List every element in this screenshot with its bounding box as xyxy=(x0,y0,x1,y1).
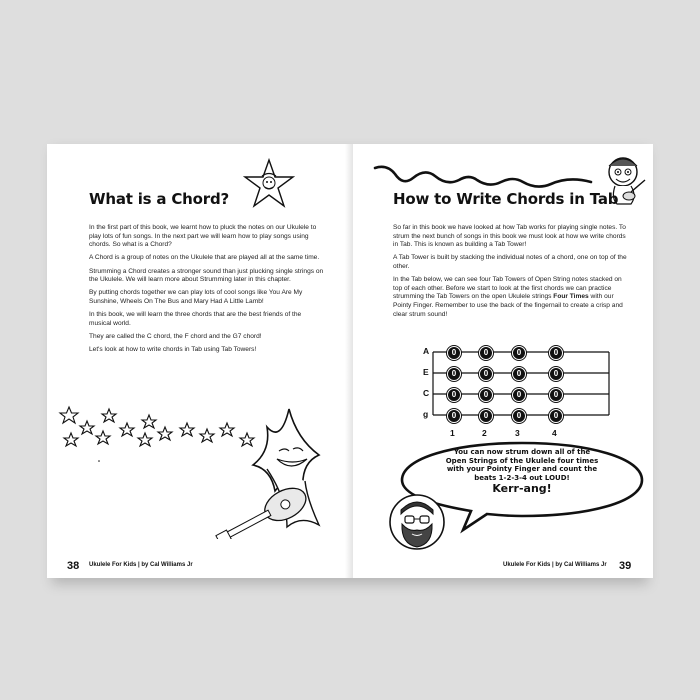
page-footer: Ukulele For Kids | by Cal Williams Jr xyxy=(503,562,607,568)
tab-note: 0 xyxy=(549,367,563,381)
string-label: g xyxy=(423,409,429,419)
bubble-line: Open Strings of the Ukulele four times xyxy=(445,456,599,465)
right-page xyxy=(353,144,653,578)
tab-note: 0 xyxy=(512,346,526,360)
string-label: E xyxy=(423,367,429,377)
paragraph-bold-text: Four Times xyxy=(553,293,589,301)
paragraph-text: with our Pointy Finger. Remember to use the back of the fingernail to create a crisp and clear strum sound! xyxy=(393,293,623,318)
bubble-line: beats 1-2-3-4 out LOUD! xyxy=(474,473,570,482)
left-body-text xyxy=(89,224,325,359)
tab-note: 0 xyxy=(549,346,563,360)
tab-note: 0 xyxy=(549,388,563,402)
string-label: C xyxy=(423,388,430,398)
tab-note: 0 xyxy=(549,409,563,423)
squiggle-line xyxy=(373,162,593,190)
paragraph: A Chord is a group of notes on the Ukulele that are played all at the same time. xyxy=(89,254,320,262)
star-mascot-icon xyxy=(243,158,295,210)
page-number: 38 xyxy=(67,560,80,572)
page-number: 39 xyxy=(619,560,632,572)
paragraph: A Tab Tower is built by stacking the individual notes of a chord, one on top of the other. xyxy=(393,254,627,270)
bubble-line: with your Pointy Finger and count the xyxy=(446,465,598,474)
beat-count: 4 xyxy=(552,428,557,438)
bubble-exclaim: Kerr-ang! xyxy=(492,482,552,496)
paragraph: Let's look at how to write chords in Tab using Tab Towers! xyxy=(89,346,257,354)
tab-note: 0 xyxy=(512,409,526,423)
tab-note: 0 xyxy=(447,388,461,402)
page-footer: Ukulele For Kids | by Cal Williams Jr xyxy=(89,562,193,568)
bubble-line: You can now strum down all of the xyxy=(453,448,591,456)
left-page-title: What is a Chord? xyxy=(89,190,230,208)
tab-note: 0 xyxy=(479,346,493,360)
beat-count: 2 xyxy=(482,428,487,438)
right-page-title: How to Write Chords in Tab xyxy=(393,190,619,208)
tab-note: 0 xyxy=(512,367,526,381)
tab-note: 0 xyxy=(479,367,493,381)
left-page xyxy=(47,144,347,578)
star-ukulele-illustration xyxy=(57,399,342,539)
tab-note: 0 xyxy=(512,388,526,402)
tab-note: 0 xyxy=(447,409,461,423)
paragraph: By putting chords together we can play lots of cool songs like You Are My Sunshine, Wheels On The Bus and Mary Had A Little Lamb! xyxy=(89,289,303,305)
teacher-avatar xyxy=(387,492,447,554)
speech-bubble-text xyxy=(409,448,635,495)
paragraph: In the first part of this book, we learnt how to pluck the notes on our Ukulele to play lots of fun songs. In the next part we will learn how to play songs using chords. So what is a Chord? xyxy=(89,224,317,249)
tab-note: 0 xyxy=(447,346,461,360)
paragraph xyxy=(393,276,631,319)
beat-count: 1 xyxy=(450,428,455,438)
paragraph-text: In the Tab below, we can see four Tab Towers of Open String notes stacked on top of each other. Before we start to look at the first chords we can practice strumming the Tab Towers on the open Ukulele strings xyxy=(393,276,622,301)
paragraph: So far in this book we have looked at how Tab works for playing single notes. To strum the next bunch of songs in this book we must look at how we write chords in Tab. This is known as building a Tab Tower! xyxy=(393,224,626,249)
beat-count: 3 xyxy=(515,428,520,438)
paragraph: They are called the C chord, the F chord and the G7 chord! xyxy=(89,332,262,340)
book-gutter xyxy=(345,144,353,578)
right-body-text xyxy=(393,224,631,324)
tab-note: 0 xyxy=(479,388,493,402)
tab-note: 0 xyxy=(479,409,493,423)
paragraph: Strumming a Chord creates a stronger sound than just plucking single strings on the Ukulele. We will learn more about Strumming later in this chapter. xyxy=(89,267,324,284)
string-label: A xyxy=(423,346,430,356)
paragraph: In this book, we will learn the three chords that are the best friends of the musical world. xyxy=(89,311,302,327)
tab-note: 0 xyxy=(447,367,461,381)
